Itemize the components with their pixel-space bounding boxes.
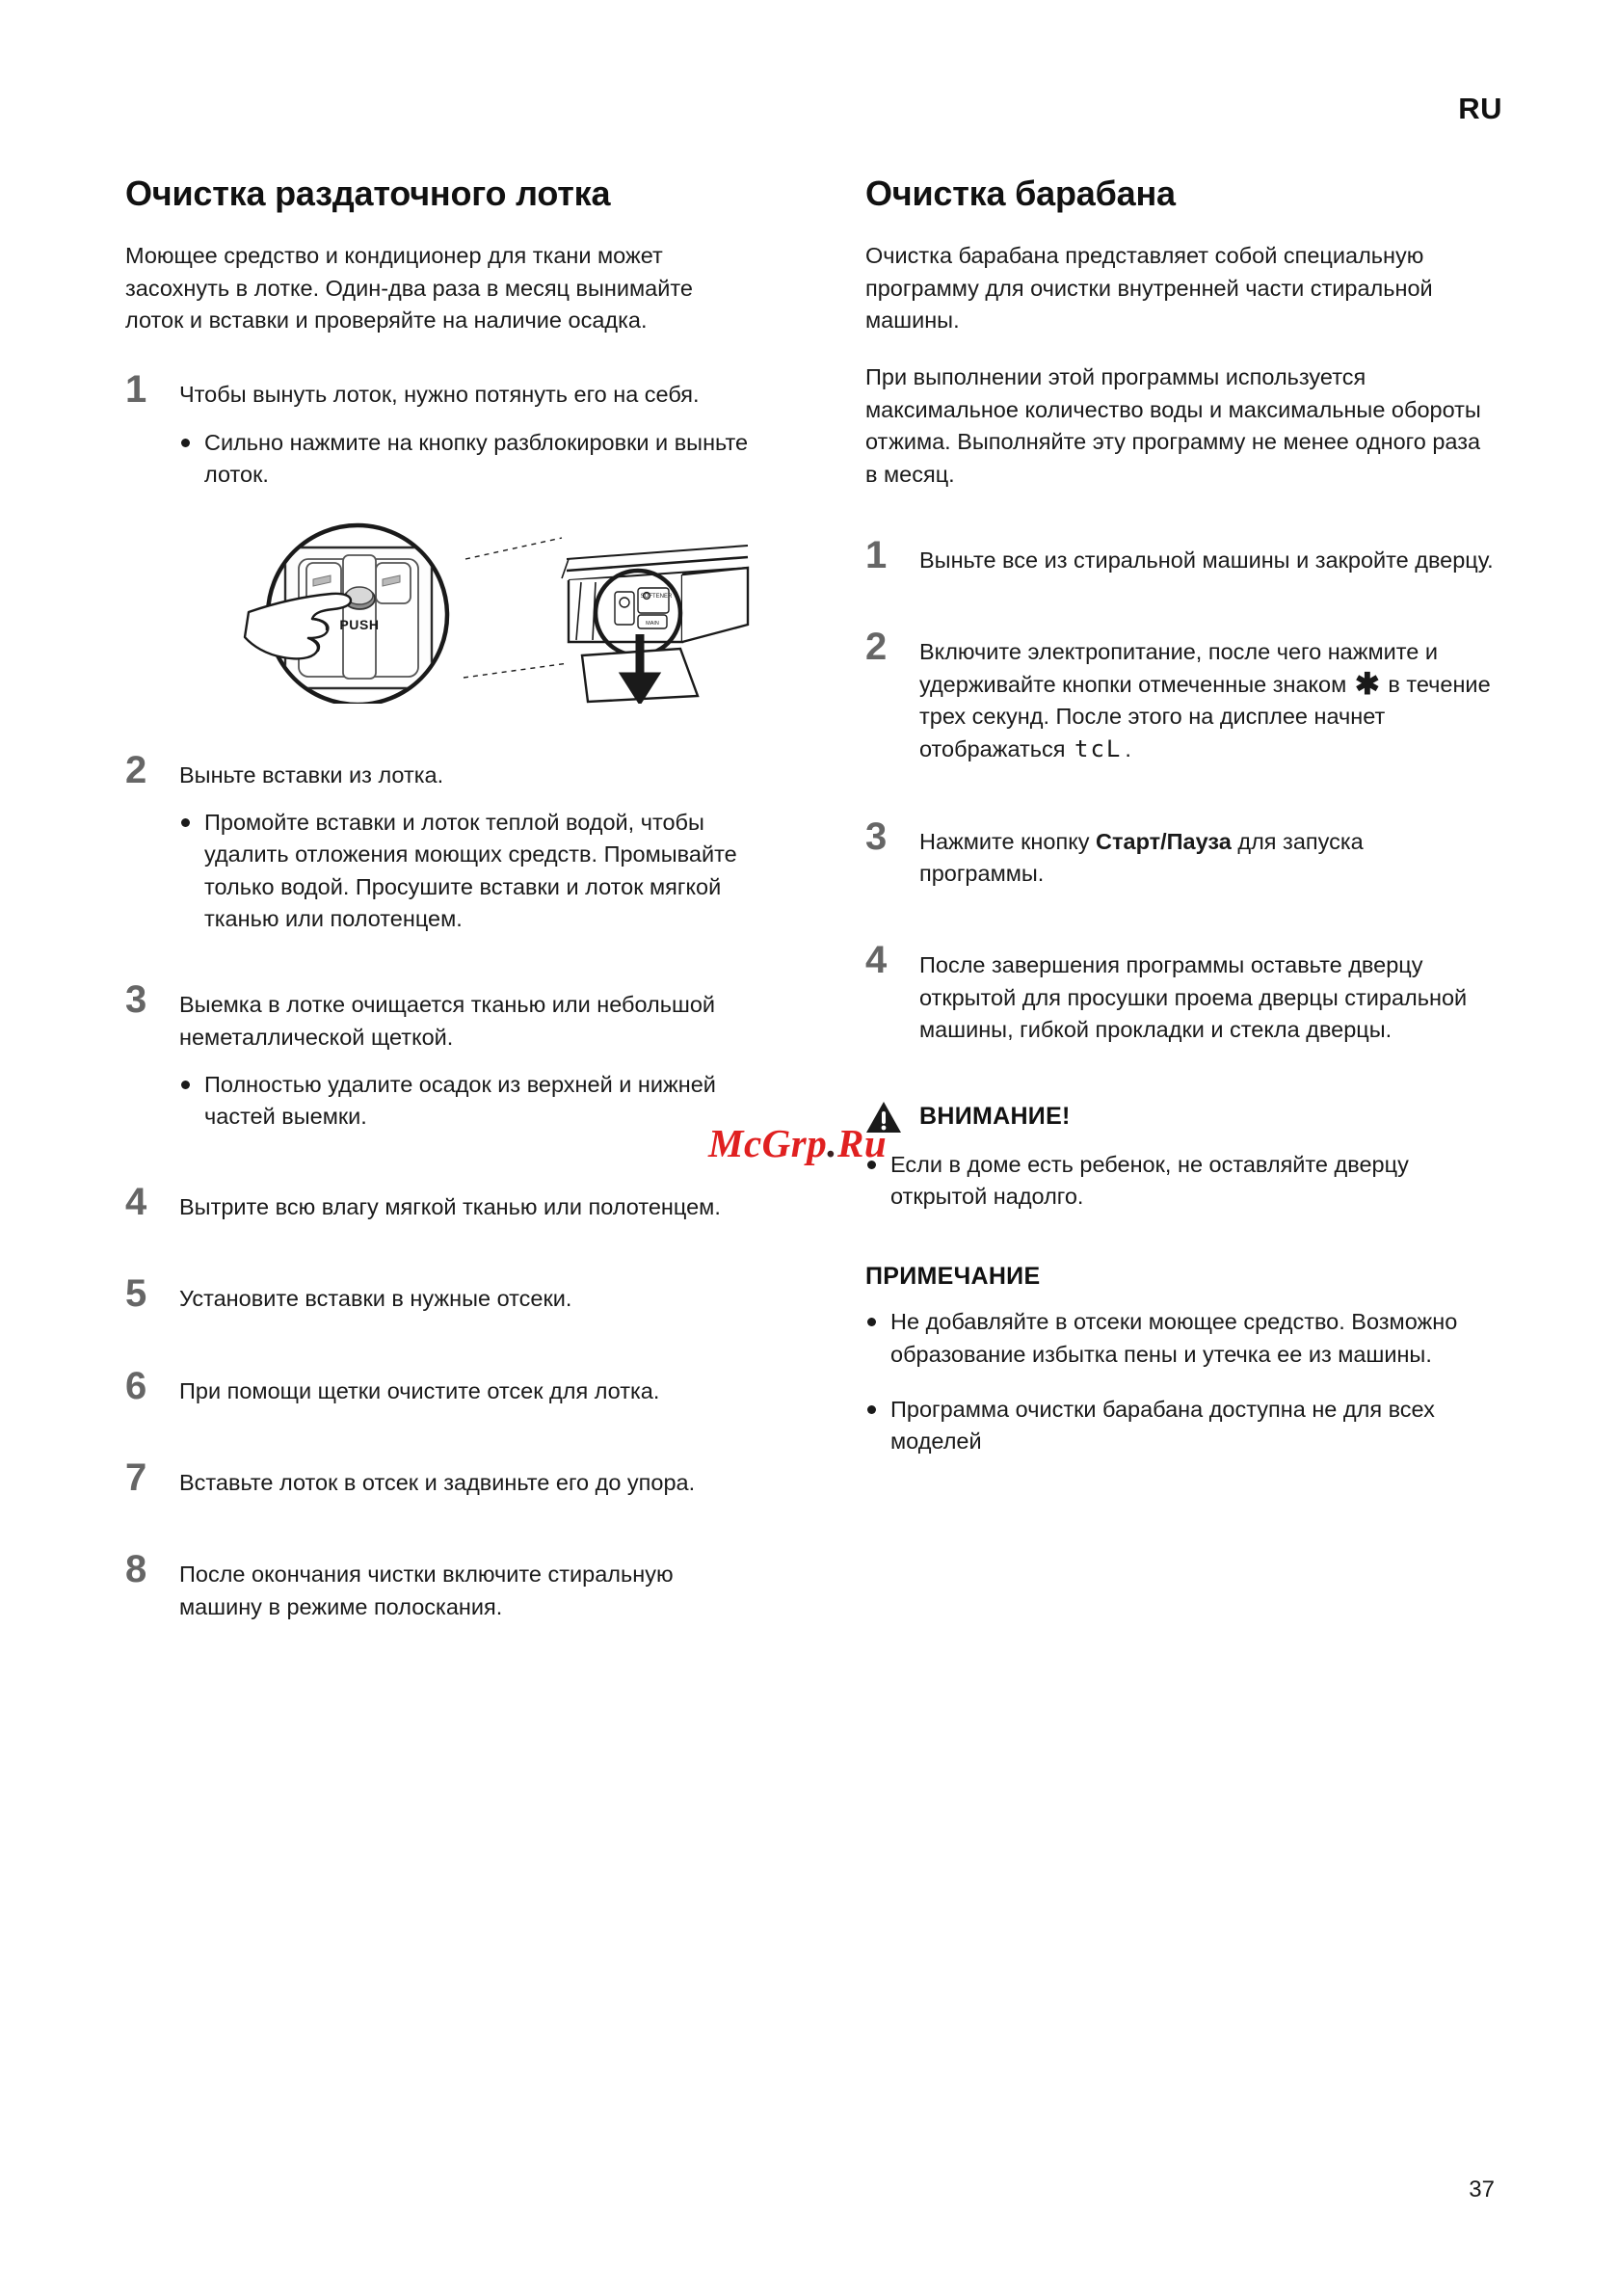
step-text-part-3: . (1125, 736, 1131, 762)
detergent-drawer-push-button-illustration (229, 521, 750, 704)
bullet-text: Программа очистки барабана доступна не для всех моделей (890, 1396, 1435, 1455)
left-section-title: Очистка раздаточного лотка (125, 174, 611, 213)
asterisk-symbol-icon: ✱ (1354, 666, 1380, 701)
step-text: Выемка в лотке очищается тканью или небольшой неметаллической щеткой. (179, 992, 716, 1050)
step-item (865, 626, 1494, 765)
step-text (919, 826, 1494, 891)
bullet-dot-icon (867, 1161, 876, 1169)
step-text: Выньте все из стиральной машины и закройте дверцу. (919, 547, 1494, 573)
right-section-title: Очистка барабана (865, 174, 1176, 213)
right-column (865, 174, 1494, 1623)
svg-text:MAIN: MAIN (646, 620, 659, 627)
step-text: При помощи щетки очистите отсек для лотка. (179, 1377, 660, 1403)
step-item (125, 748, 754, 936)
bullet-dot-icon (867, 1405, 876, 1414)
list-item (179, 1069, 754, 1134)
step-bullet-list (179, 1069, 754, 1134)
step-text: Установите вставки в нужные отсеки. (179, 1286, 572, 1312)
language-tag: RU (1458, 92, 1502, 125)
step-text: Выньте вставки из лотка. (179, 761, 444, 788)
warning-block (865, 1101, 1494, 1214)
warning-triangle-icon (865, 1101, 902, 1134)
svg-text:SOFTENER: SOFTENER (640, 593, 673, 600)
warning-bullet-list (865, 1149, 1494, 1214)
step-item (125, 1548, 754, 1623)
step-number: 3 (125, 978, 147, 1022)
step-number: 4 (125, 1180, 147, 1223)
step-text (919, 636, 1494, 765)
bullet-dot-icon (181, 439, 190, 447)
step-text-part-1: Нажмите кнопку (919, 828, 1090, 854)
step-text: Вставьте лоток в отсек и задвиньте его до упора. (179, 1469, 696, 1495)
list-item (865, 1306, 1494, 1371)
left-column (125, 174, 754, 1623)
step-text: Вытрите всю влагу мягкой тканью или полотенцем. (179, 1193, 721, 1219)
watermark-text-2: Ru (836, 1121, 888, 1165)
step-item (125, 978, 754, 1133)
step-item (125, 1180, 754, 1223)
step-bullet-list (179, 427, 754, 492)
bullet-dot-icon (181, 1081, 190, 1089)
step-number: 1 (125, 368, 147, 412)
list-item (865, 1394, 1494, 1458)
step-text: Чтобы вынуть лоток, нужно потянуть его на себя. (179, 382, 700, 408)
warning-title: ВНИМАНИЕ! (919, 1103, 1071, 1130)
step-number: 2 (125, 748, 147, 791)
step-text: После окончания чистки включите стиральную машину в режиме полоскания. (179, 1562, 674, 1619)
note-block (865, 1263, 1494, 1457)
step-item (125, 368, 754, 703)
note-bullet-list (865, 1306, 1494, 1457)
note-title: ПРИМЕЧАНИЕ (865, 1263, 1041, 1291)
start-pause-button-name: Старт/Пауза (1096, 828, 1232, 854)
step-text-part-1: Включите электропитание, после чего нажмите и удерживайте кнопки отмеченные знаком (919, 639, 1438, 697)
step-item (125, 1455, 754, 1499)
step-number: 2 (865, 626, 888, 669)
step-number: 4 (865, 939, 888, 982)
bullet-text: Промойте вставки и лоток теплой водой, чтобы удалить отложения моющих средств. Промывайте только водой. Просушите вставки и лоток мягкой тканью или полотенцем. (204, 809, 737, 931)
bullet-dot-icon (181, 818, 190, 827)
list-item (179, 807, 754, 935)
step-item (865, 533, 1494, 576)
step-number: 7 (125, 1455, 147, 1499)
left-step-list (125, 368, 754, 1622)
right-step-list (865, 533, 1494, 1047)
list-item (865, 1149, 1494, 1214)
step-text-part-2: в течение трех секунд. После этого на дисплее начнет отображаться (919, 671, 1491, 762)
step-item (865, 939, 1494, 1046)
step-number: 3 (865, 814, 888, 858)
step-number: 8 (125, 1548, 147, 1591)
step-item (125, 1364, 754, 1407)
step-item (865, 814, 1494, 891)
page-number: 37 (1469, 2176, 1495, 2203)
two-column-body (125, 174, 1494, 1623)
step-text-part-2: для запуска программы. (919, 828, 1364, 887)
bullet-text: Если в доме есть ребенок, не оставляйте дверцу открытой надолго. (890, 1151, 1409, 1209)
step-text: После завершения программы оставьте дверцу открытой для просушки проема дверцы стиральной машины, гибкой прокладки и стекла дверцы. (919, 952, 1468, 1043)
step-number: 1 (865, 533, 888, 576)
watermark-text-1: McGrp (708, 1121, 828, 1165)
step-bullet-list (179, 807, 754, 935)
bullet-dot-icon (867, 1318, 876, 1326)
list-item (179, 427, 754, 492)
left-intro-paragraph: Моющее средство и кондиционер для ткани может засохнуть в лотке. Один-два раза в месяц вынимайте лоток и вставки и проверяйте на наличие осадка. (125, 243, 693, 334)
watermark-dot: . (827, 1121, 837, 1165)
step-item (125, 1272, 754, 1316)
bullet-text: Сильно нажмите на кнопку разблокировки и выньте лоток. (204, 429, 749, 488)
display-code-text: tcL (1074, 735, 1123, 763)
svg-text:PUSH: PUSH (339, 616, 380, 632)
right-intro-paragraph-1: Очистка барабана представляет собой специальную программу для очистки внутренней части стиральной машины. (865, 243, 1433, 334)
right-intro-paragraph-2: При выполнении этой программы используется максимальное количество воды и максимальные обороты отжима. Выполняйте эту программу не менее одного раза в месяц. (865, 364, 1481, 487)
bullet-text: Полностью удалите осадок из верхней и нижней частей выемки. (204, 1072, 716, 1130)
warning-header (865, 1101, 1494, 1134)
step-number: 5 (125, 1272, 147, 1316)
step-number: 6 (125, 1364, 147, 1407)
bullet-text: Не добавляйте в отсеки моющее средство. Возможно образование избытка пены и утечка ее из машины. (890, 1309, 1458, 1367)
